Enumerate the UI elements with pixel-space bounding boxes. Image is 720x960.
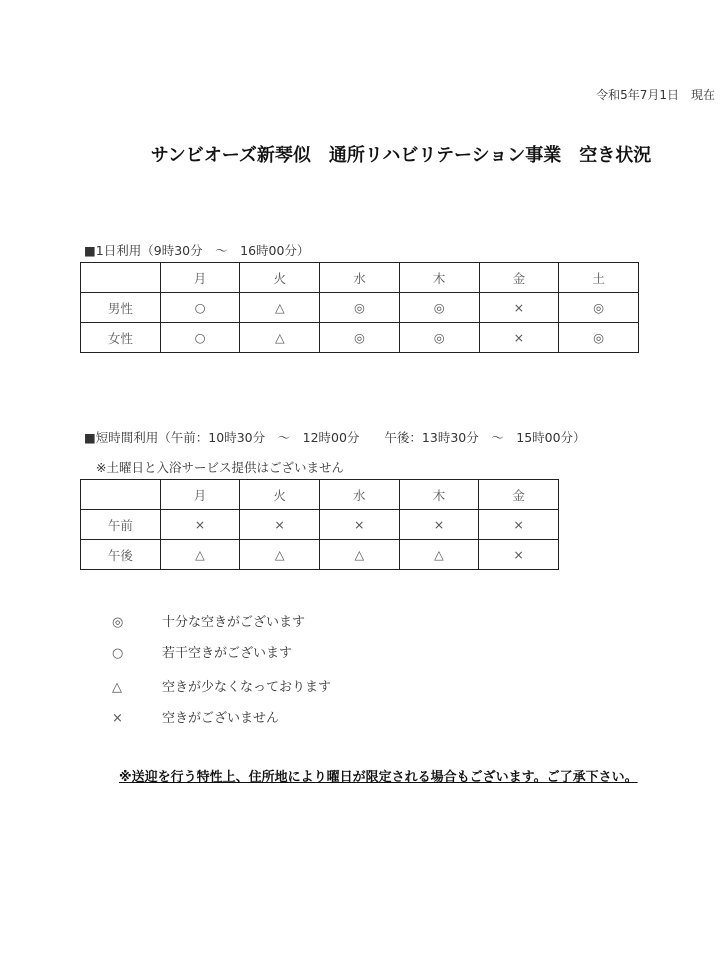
availability-cell: △ [240,540,320,570]
header-cell [81,480,161,510]
legend-text: 十分な空きがございます [162,615,306,630]
availability-cell: × [479,293,559,323]
table-row [81,510,559,540]
table-row [81,323,639,353]
page-title: サンビオーズ新琴似 通所リハビリテーション事業 空き状況 [150,145,652,166]
header-cell: 火 [240,263,320,293]
availability-cell: △ [319,540,399,570]
legend-symbol: △ [112,680,122,695]
legend-symbol: ○ [112,646,124,661]
header-cell: 木 [399,480,479,510]
availability-cell: ◎ [399,293,479,323]
availability-cell: × [399,510,479,540]
table-row [81,293,639,323]
row-label: 午前 [81,510,161,540]
header-cell [81,263,161,293]
row-label: 男性 [81,293,161,323]
availability-cell: × [160,510,240,540]
date-line: 令和5年7月1日 現在 [596,88,715,102]
availability-cell: ◎ [320,293,400,323]
availability-cell: ◎ [320,323,400,353]
header-cell: 土 [559,263,639,293]
availability-cell: ◎ [399,323,479,353]
table-header-row [81,480,559,510]
legend-symbol: ◎ [112,615,124,630]
footer-note: ※送迎を行う特性上、住所地により曜日が限定される場合もございます。ご了承下さい。 [119,770,638,785]
day-use-heading: ■1日利用（9時30分 ～ 16時00分） [84,243,310,258]
short-use-heading: ■短時間利用（午前：10時30分 ～ 12時00分 午後：13時30分 ～ 15時00分） [84,430,586,445]
table-row [81,540,559,570]
legend-text: 空きがございません [162,711,280,726]
short-use-table [80,479,559,570]
availability-cell: ○ [160,323,240,353]
row-label: 女性 [81,323,161,353]
availability-cell: ◎ [559,323,639,353]
legend-text: 若干空きがございます [162,646,293,661]
header-cell: 水 [320,263,400,293]
availability-cell: × [240,510,320,540]
table-header-row [81,263,639,293]
legend-symbol: × [112,711,123,726]
availability-cell: △ [160,540,240,570]
short-use-note: ※土曜日と入浴サービス提供はございません [96,460,344,475]
availability-cell: × [479,323,559,353]
header-cell: 木 [399,263,479,293]
legend-item [112,707,279,726]
legend-item [112,676,331,695]
header-cell: 金 [479,263,559,293]
legend-item [112,642,292,661]
legend-item [112,611,305,630]
header-cell: 火 [240,480,320,510]
header-cell: 金 [479,480,559,510]
row-label: 午後 [81,540,161,570]
availability-cell: × [479,540,559,570]
availability-cell: × [479,510,559,540]
availability-cell: △ [240,293,320,323]
header-cell: 水 [319,480,399,510]
availability-cell: ○ [160,293,240,323]
availability-cell: ◎ [559,293,639,323]
availability-cell: △ [240,323,320,353]
header-cell: 月 [160,480,240,510]
availability-cell: × [319,510,399,540]
availability-cell: △ [399,540,479,570]
header-cell: 月 [160,263,240,293]
day-use-table [80,262,639,353]
legend-text: 空きが少なくなっております [162,680,332,695]
